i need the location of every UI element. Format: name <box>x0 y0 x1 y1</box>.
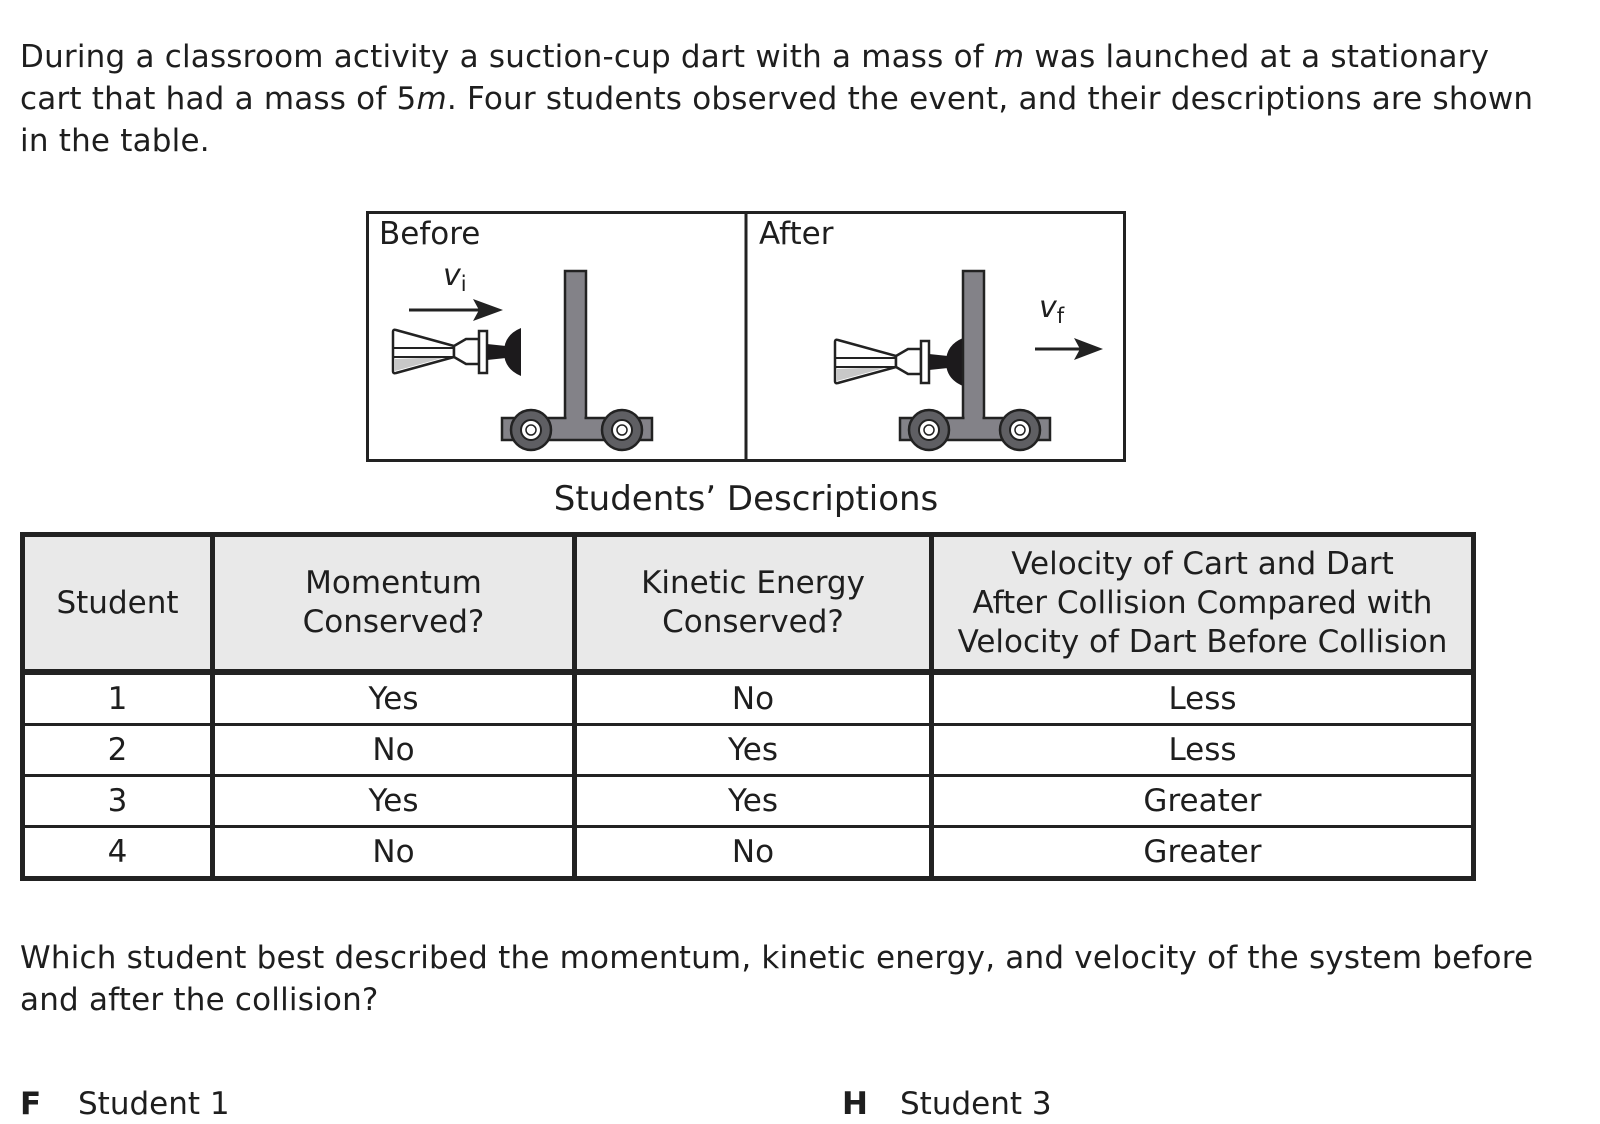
cell-kinetic-energy: No <box>575 672 932 725</box>
cell-velocity: Less <box>932 672 1474 725</box>
choice-letter: F <box>20 1086 42 1122</box>
initial-velocity-label: $v_i$ <box>443 258 467 296</box>
cell-momentum: No <box>213 725 575 776</box>
header-kinetic-energy: Kinetic Energy Conserved? <box>575 535 932 673</box>
table-row <box>23 672 1474 725</box>
header-velocity: Velocity of Cart and Dart After Collision Compared with Velocity of Dart Before Collision <box>932 535 1474 673</box>
header-student: Student <box>23 535 213 673</box>
cell-student: 4 <box>23 827 213 879</box>
students-descriptions-table <box>20 532 1476 881</box>
final-velocity-label: $v_f$ <box>1039 290 1065 328</box>
cell-kinetic-energy: Yes <box>575 725 932 776</box>
cell-momentum: Yes <box>213 672 575 725</box>
choice-text: Student 3 <box>900 1086 1052 1122</box>
table-row <box>23 776 1474 827</box>
table-row <box>23 725 1474 776</box>
cell-student: 3 <box>23 776 213 827</box>
after-label: After <box>759 216 834 252</box>
question-text: Which student best described the momentum, kinetic energy, and velocity of the system before and after the collision? <box>20 940 1534 1018</box>
cell-momentum: No <box>213 827 575 879</box>
cell-velocity: Less <box>932 725 1474 776</box>
answer-choice-f[interactable] <box>20 1084 230 1124</box>
table-header-row <box>23 535 1474 673</box>
cell-student: 2 <box>23 725 213 776</box>
answer-choice-h[interactable] <box>842 1084 1052 1124</box>
table-row <box>23 827 1474 879</box>
table-caption: Students’ Descriptions <box>553 479 939 519</box>
cell-velocity: Greater <box>932 776 1474 827</box>
cell-velocity: Greater <box>932 827 1474 879</box>
choice-text: Student 1 <box>78 1086 230 1122</box>
cell-student: 1 <box>23 672 213 725</box>
cell-kinetic-energy: Yes <box>575 776 932 827</box>
variable-m: m <box>416 81 447 117</box>
collision-diagram <box>366 211 1126 462</box>
variable-m: m <box>993 39 1025 75</box>
before-label: Before <box>379 216 481 252</box>
header-momentum: Momentum Conserved? <box>213 535 575 673</box>
intro-text: was launched at a stationary cart that had a mass of 5 <box>20 39 1490 117</box>
cell-momentum: Yes <box>213 776 575 827</box>
choice-letter: H <box>842 1086 868 1122</box>
cell-kinetic-energy: No <box>575 827 932 879</box>
intro-text: During a classroom activity a suction-cup dart with a mass of <box>20 39 994 75</box>
intro-paragraph <box>20 36 1560 162</box>
intro-text: . Four students observed the event, and their descriptions are shown in the table. <box>20 81 1534 159</box>
